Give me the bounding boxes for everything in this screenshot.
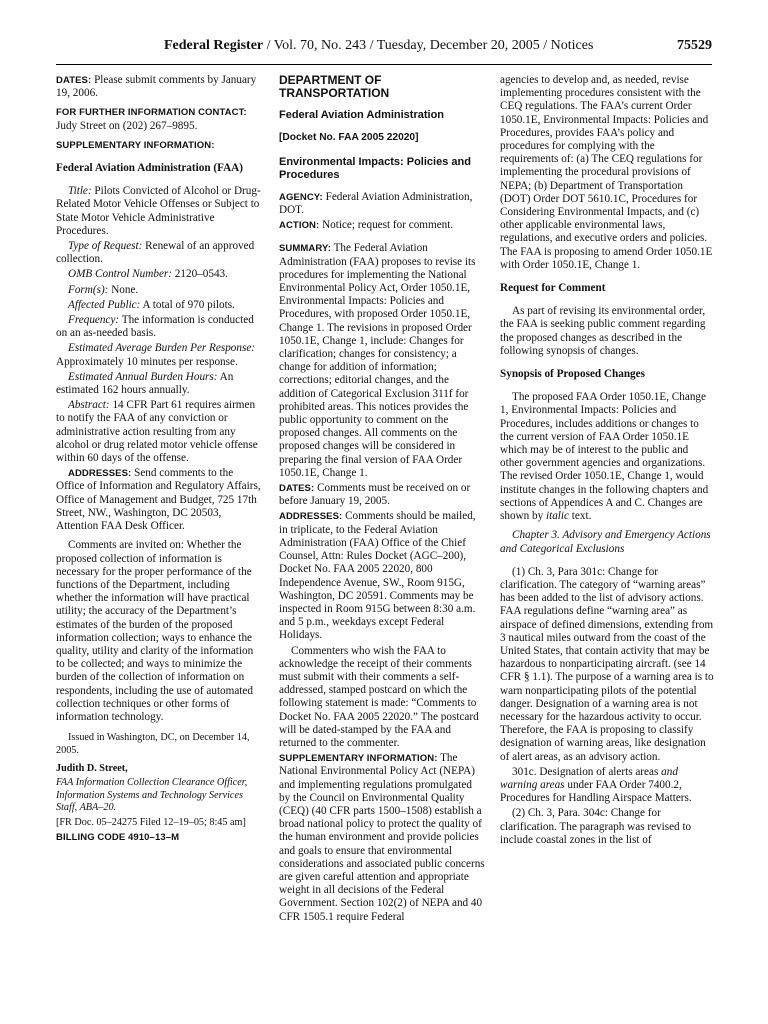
issue-info: / Vol. 70, No. 243 / Tuesday, December 20, 2005 / Notices (263, 38, 594, 53)
running-header (56, 38, 712, 58)
item301c-paragraph: 301c. Designation of alerts areas and warning areas under FAA Order 7400.2, Procedures for Handling Airspace Matters. (500, 765, 692, 805)
header-rule (56, 64, 712, 65)
item1-paragraph: (1) Ch. 3, Para 301c: Change for clarification. The category of “warning areas” has been added to the list of advisory actions. FAA regulations define “warning area” as airspace of defined dimensions, extending from 3 nautical miles outward from the coast of the United States, that contain activity that may be hazardous to nonparticipating aircraft. (see 14 CFR § 1.1). The purpose of a warning area is to warn nonparticipating pilots of the potential danger. Designation of a warning area is not necessary for the hazardous activity to occur. Therefore, the FAA is proposing to classify designation of warning areas, like designation of alert areas, as an advisory action. (500, 565, 714, 763)
burden-paragraph: Estimated Average Burden Per Response: Approximately 10 minutes per response. (56, 342, 256, 368)
action-paragraph: ACTION: Notice; request for comment. (279, 219, 454, 232)
synopsis-paragraph: The proposed FAA Order 1050.1E, Change 1, Environmental Impacts: Policies and Procedures, includes additions or changes to the current version of FAA Order 1050.1E which may be of interest to the public and other government agencies and organizations. The revised Order 1050.1E, Change 1, would institute changes in the following chapters and sections of Appendices A and C. Changes are shown by italic text. (500, 391, 709, 523)
subject-heading: Environmental Impacts: Policies and Procedures (279, 155, 471, 181)
forms-paragraph: Form(s): None. (68, 283, 139, 296)
synopsis-heading: Synopsis of Proposed Changes (500, 368, 645, 381)
agency-paragraph: AGENCY: Federal Aviation Administration, DOT. (279, 190, 473, 217)
docket-number: [Docket No. FAA 2005 22020] (279, 131, 419, 143)
omb-paragraph: OMB Control Number: 2120–0543. (68, 268, 228, 281)
page-number: 75529 (677, 38, 712, 53)
abstract-paragraph: Abstract: 14 CFR Part 61 requires airmen to notify the FAA of any conviction or administrative action resulting from any alcohol or drug related motor vehicle offense within 60 days of the offense. (56, 399, 258, 465)
continued-paragraph: agencies to develop and, as needed, revise implementing procedures consistent with the CEQ regulations. The FAA’s current Order 1050.1E, Environmental Impacts: Policies and Procedures, provides FAA’s policy and procedures for complying with the requirements of: (a) The CEQ regulations for implementing the procedural provisions of NEPA; (b) Department of Transportation (DOT) Order DOT 5610.1C, Procedures for Considering Environmental Impacts, and (c) other applicable environmental laws, regulations, and executive orders and policies. The FAA is proposing to amend Order 1050.1E with Order 1050.1E, Change 1. (500, 74, 713, 271)
frequency-paragraph: Frequency: The information is conducted on an as-needed basis. (56, 314, 254, 340)
fr-doc-line: [FR Doc. 05–24275 Filed 12–19–05; 8:45 am] (56, 816, 246, 828)
annual-paragraph: Estimated Annual Burden Hours: An estimated 162 hours annually. (56, 370, 234, 397)
supplementary-label: SUPPLEMENTARY INFORMATION: (56, 139, 215, 151)
column-3 (500, 74, 714, 849)
request-heading: Request for Comment (500, 282, 606, 295)
dates-paragraph-2: DATES: Comments must be received on or before January 19, 2005. (279, 482, 471, 508)
column-2 (279, 74, 485, 926)
title-paragraph: Title: Pilots Convicted of Alcohol or Drug-Related Motor Vehicle Offenses or Subject to State Motor Vehicle Administrative Procedures. (56, 185, 261, 237)
item2-paragraph: (2) Ch. 3, Para. 304c: Change for clarification. The paragraph was revised to include coastal zones in the list of (500, 807, 692, 846)
header-title (164, 38, 593, 54)
addresses-paragraph-2: ADDRESSES: Comments should be mailed, in triplicate, to the Federal Aviation Administration (FAA) Office of the Chief Counsel, Attn: Rules Docket (AGC–200), Docket No. FAA 2005 22020, 800 Independence Avenue, SW., Room 915G, Washington, DC 20591. Comments may be inspected in Room 915G between 8:30 a.m. and 5 p.m., weekdays except Federal Holidays. (279, 510, 476, 642)
faa-heading: Federal Aviation Administration (FAA) (56, 162, 243, 175)
agency-heading: Federal Aviation Administration (279, 109, 445, 122)
summary-paragraph: SUMMARY: The Federal Aviation Administration (FAA) proposes to revise its procedures for implementing the National Environmental Policy Act, Order 1050.1E, Environmental Impacts: Policies and Procedures, with proposed Order 1050.1E, Change 1. The revisions in proposed Order 1050.1E, Change 1, include: Changes for clarification; changes for consistency; a change for addition of information; corrections; editorial changes, and the addition of Categorical Exclusion 311f for prohibited areas. This notices provides the public opportunity to comment on the proposed changes. All comments on the proposed changes will be considered in preparing the final version of FAA Order 1050.1E, Change 1. (279, 242, 476, 479)
addresses-paragraph: ADDRESSES: Send comments to the Office of Information and Regulatory Affairs, Office of Management and Budget, 725 17th Street, NW., Washington, DC 20503, Attention FAA Desk Officer. (56, 467, 261, 533)
journal-name: Federal Register (164, 38, 264, 53)
department-heading: DEPARTMENT OF TRANSPORTATION (279, 73, 390, 101)
comments-paragraph: Comments are invited on: Whether the proposed collection of information is necessary for the proper performance of the functions of the Department, including whether the information will have practical utility; the accuracy of the Department’s estimates of the burden of the proposed information collection; ways to enhance the quality, utility and clarity of the information to be collected; and ways to minimize the burden of the collection of information on respondents, including the use of automated collection techniques or other forms of information technology. (56, 539, 254, 723)
supplementary-paragraph: SUPPLEMENTARY INFORMATION: The National Environmental Policy Act (NEPA) and implementing regulations promulgated by the Council on Environmental Quality (CEQ) (40 CFR parts 1500–1508) establish a broad national policy to protect the quality of the human environment and provide policies and goals to ensure that environmental considerations and associated public concerns are given careful attention and appropriate weight in all decisions of the Federal Government. Section 102(2) of NEPA and 40 CFR 1505.1 require Federal (279, 752, 485, 923)
issued-paragraph: Issued in Washington, DC, on December 14, 2005. (56, 732, 250, 756)
dates-paragraph: DATES: Please submit comments by January 19, 2006. (56, 74, 257, 100)
affected-paragraph: Affected Public: A total of 970 pilots. (68, 298, 235, 311)
request-paragraph: As part of revising its environmental order, the FAA is seeking public comment regarding the proposed changes as described in the following synopsis of changes. (500, 305, 706, 357)
chapter3-heading: Chapter 3. Advisory and Emergency Actions and Categorical Exclusions (500, 529, 711, 555)
commenters-paragraph: Commenters who wish the FAA to acknowledge the receipt of their comments must submit with their comments a self-addressed, stamped postcard on which the following statement is made: “Comments to Docket No. FAA 2005 22020.” The postcard will be dated-stamped by the FAA and returned to the commenter. (279, 644, 479, 749)
signer-title: FAA Information Collection Clearance Officer, Information Systems and Technology Services Staff, ABA–20. (56, 777, 248, 814)
contact-paragraph: FOR FURTHER INFORMATION CONTACT: Judy Street on (202) 267–9895. (56, 107, 247, 132)
type-paragraph: Type of Request: Renewal of an approved collection. (56, 240, 255, 266)
billing-code: BILLING CODE 4910–13–M (56, 831, 180, 843)
column-1 (56, 74, 264, 846)
signer-name: Judith D. Street, (56, 762, 128, 774)
